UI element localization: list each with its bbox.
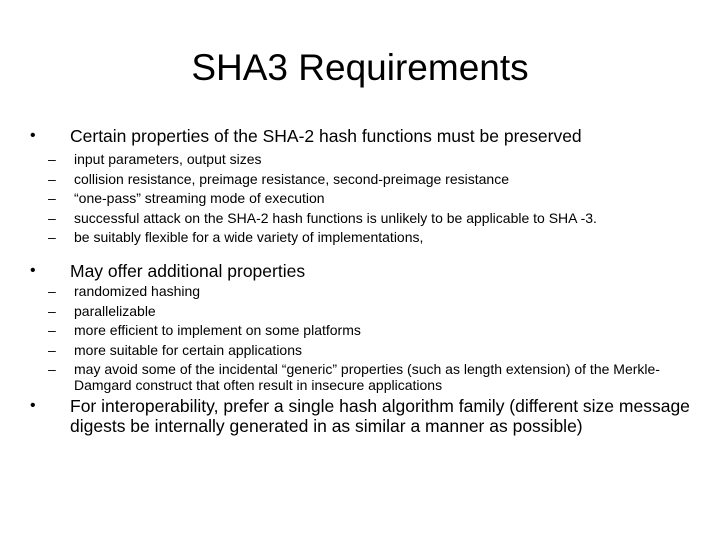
sub-item-text: more efficient to implement on some platforms [74, 322, 361, 338]
sub-item-text: successful attack on the SHA-2 hash functions is unlikely to be applicable to SHA -3. [74, 209, 597, 226]
sub-item [48, 342, 688, 358]
sub-item [48, 303, 688, 319]
bullet-text: Certain properties of the SHA-2 hash functions must be preserved [70, 126, 582, 146]
dash-icon: – [48, 341, 56, 358]
sub-item [48, 171, 688, 187]
sub-item [48, 322, 688, 338]
sub-item [48, 151, 688, 167]
bullet-text: For interoperability, prefer a single hash algorithm family (different size message digests be internally generated in as similar a manner as possible) [70, 396, 690, 436]
bullet-dot-icon: • [30, 262, 36, 279]
sub-item-text: parallelizable [74, 302, 156, 319]
bullet-dot-icon: • [30, 397, 36, 414]
sub-item [48, 190, 688, 206]
bullet-dot-icon: • [30, 127, 36, 144]
sub-item [48, 283, 688, 299]
dash-icon: – [48, 170, 56, 187]
dash-icon: – [48, 322, 56, 338]
sub-item-text: be suitably flexible for a wide variety of implementations, [74, 229, 424, 245]
sub-item [48, 210, 688, 226]
dash-icon: – [48, 361, 56, 377]
dash-icon: – [48, 151, 56, 167]
sub-item [48, 229, 688, 245]
dash-icon: – [48, 190, 56, 206]
sub-list [48, 283, 688, 397]
sub-item-text: more suitable for certain applications [74, 341, 303, 358]
sub-item-text: “one-pass” streaming mode of execution [74, 190, 325, 206]
sub-item-text: randomized hashing [74, 283, 201, 299]
dash-icon: – [48, 283, 56, 299]
dash-icon: – [48, 209, 56, 226]
bullet-text: May offer additional properties [70, 261, 306, 281]
sub-item-text: collision resistance, preimage resistance, second-preimage resistance [74, 170, 509, 187]
sub-item [48, 361, 688, 393]
dash-icon: – [48, 302, 56, 319]
sub-item-text: may avoid some of the incidental “generic” properties (such as length extension) of the Merkle-Damgard construct that often result in insecure applications [74, 361, 660, 393]
dash-icon: – [48, 229, 56, 245]
sub-list [48, 151, 688, 249]
sub-item-text: input parameters, output sizes [74, 151, 262, 167]
slide-title: SHA3 Requirements [191, 47, 529, 88]
